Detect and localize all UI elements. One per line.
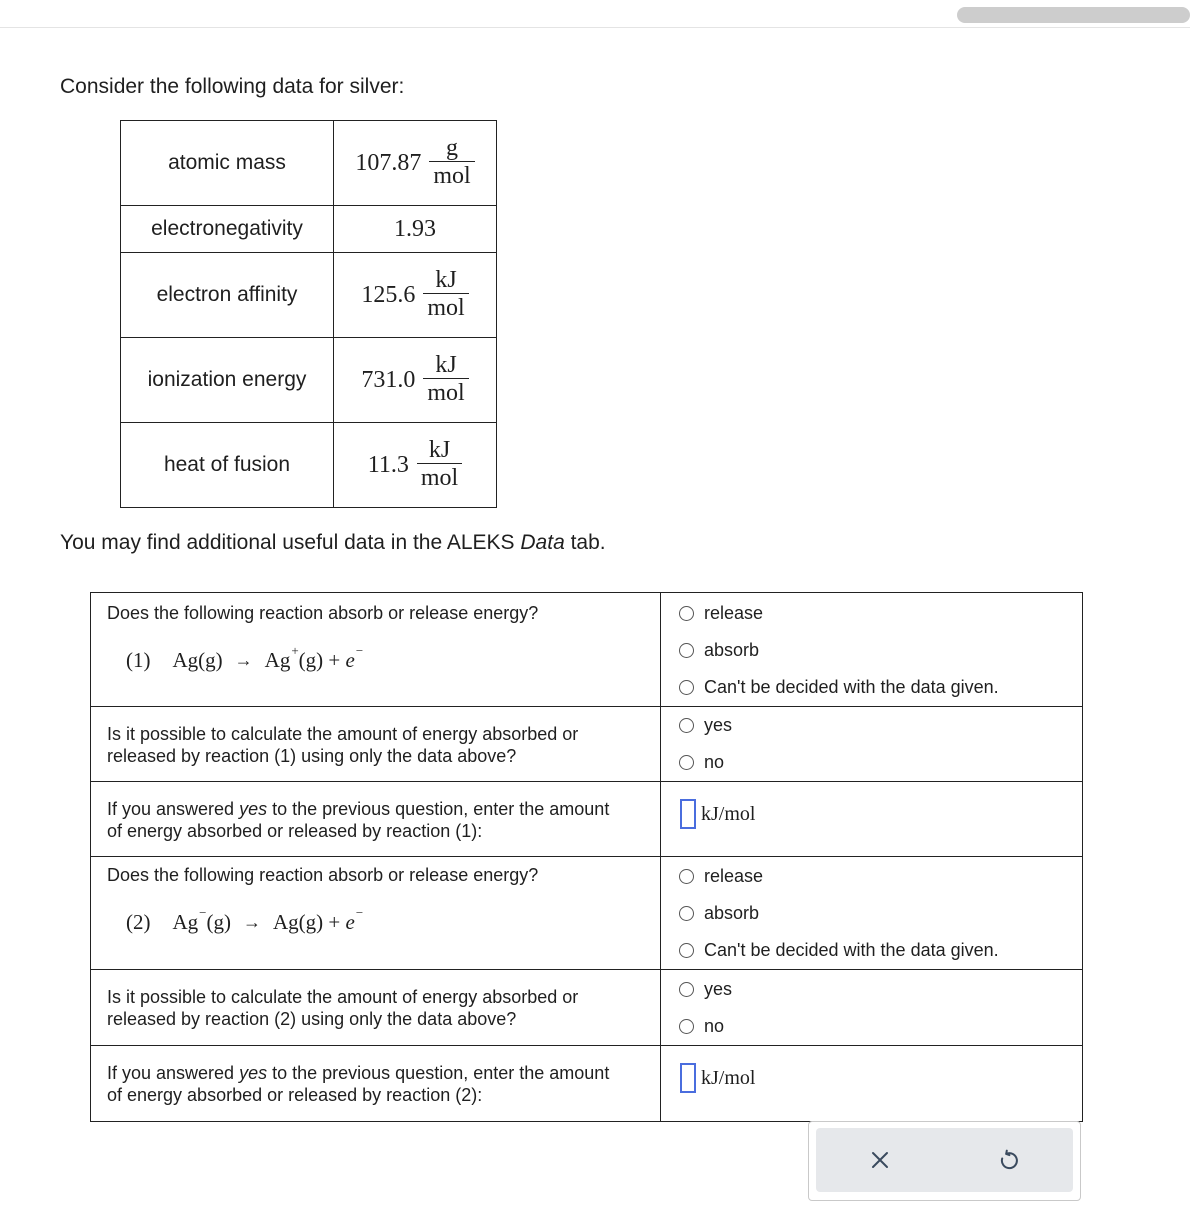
radio-button[interactable]: [679, 680, 694, 695]
data-row-electron-affinity: [121, 253, 497, 338]
radio-button[interactable]: [679, 869, 694, 884]
question-text: Does the following reaction absorb or release energy?: [107, 603, 539, 623]
question-text: Is it possible to calculate the amount of energy absorbed or released by reaction (2) using only the data above?: [107, 987, 579, 1029]
answer-cell: [661, 857, 1083, 970]
answer-cell: [661, 970, 1083, 1046]
clear-button[interactable]: [860, 1142, 900, 1178]
option-absorb[interactable]: absorb: [661, 632, 1082, 669]
data-row-electronegativity: [121, 206, 497, 253]
energy-input-2[interactable]: [680, 1063, 696, 1093]
radio-button[interactable]: [679, 1019, 694, 1034]
data-row-heat-of-fusion: [121, 423, 497, 508]
data-label: electron affinity: [121, 253, 334, 338]
energy-input-1[interactable]: [680, 799, 696, 829]
undo-button[interactable]: [989, 1142, 1029, 1178]
question-text: Is it possible to calculate the amount of energy absorbed or released by reaction (1) using only the data above?: [107, 724, 579, 766]
option-cant-decide[interactable]: Can't be decided with the data given.: [661, 669, 1082, 706]
option-yes[interactable]: yes: [661, 971, 1082, 1008]
question-cell: [91, 707, 661, 782]
energy-input-row-1: kJ/mol: [661, 782, 1082, 829]
unit-fraction: $\frac{kJ}{\text{mol}}$: [417, 438, 462, 493]
questions-table: [90, 592, 1083, 1122]
question-row: [91, 970, 1083, 1046]
question-text: If you answered yes to the previous question, enter the amount of energy absorbed or released by reaction (2):: [107, 1063, 610, 1105]
question-row: [91, 857, 1083, 970]
question-cell: [91, 593, 661, 707]
option-no[interactable]: no: [661, 1008, 1082, 1045]
unit-fraction: $\frac{kJ}{\text{mol}}$: [423, 268, 468, 323]
silver-data-table: [120, 120, 497, 508]
radio-button[interactable]: [679, 718, 694, 733]
data-row-atomic-mass: [121, 121, 497, 206]
option-release[interactable]: release: [661, 858, 1082, 895]
energy-input-row-2: kJ/mol: [661, 1046, 1082, 1093]
intro-text: Consider the following data for silver:: [60, 75, 405, 98]
radio-button[interactable]: [679, 643, 694, 658]
radio-button[interactable]: [679, 943, 694, 958]
data-value: 107.87 $\frac{g}{\text{mol}}$: [334, 121, 497, 206]
question-text: If you answered yes to the previous question, enter the amount of energy absorbed or released by reaction (1):: [107, 799, 610, 841]
option-release[interactable]: release: [661, 595, 1082, 632]
data-value: 11.3 $\frac{kJ}{\text{mol}}$: [334, 423, 497, 508]
question-cell: [91, 1046, 661, 1122]
question-row: [91, 707, 1083, 782]
radio-button[interactable]: [679, 906, 694, 921]
question-cell: [91, 782, 661, 857]
data-value: 731.0 $\frac{kJ}{\text{mol}}$: [334, 338, 497, 423]
question-row: [91, 593, 1083, 707]
data-label: ionization energy: [121, 338, 334, 423]
scrollbar[interactable]: [957, 7, 1190, 23]
data-value: 1.93: [334, 206, 497, 253]
question-row: [91, 782, 1083, 857]
data-label: atomic mass: [121, 121, 334, 206]
answer-cell: [661, 1046, 1083, 1122]
radio-button[interactable]: [679, 606, 694, 621]
question-cell: [91, 857, 661, 970]
question-text: Does the following reaction absorb or release energy?: [107, 865, 539, 885]
radio-button[interactable]: [679, 982, 694, 997]
reaction-1-equation: (1) Ag(g) → Ag+(g) + e−: [126, 643, 364, 672]
data-label: heat of fusion: [121, 423, 334, 508]
answer-cell: [661, 782, 1083, 857]
option-cant-decide[interactable]: Can't be decided with the data given.: [661, 932, 1082, 969]
option-yes[interactable]: yes: [661, 707, 1082, 744]
answer-cell: [661, 593, 1083, 707]
radio-button[interactable]: [679, 755, 694, 770]
question-cell: [91, 970, 661, 1046]
answer-toolbar: [816, 1128, 1073, 1192]
close-icon: [870, 1150, 890, 1170]
data-row-ionization-energy: [121, 338, 497, 423]
reaction-2-equation: (2) Ag−(g) → Ag(g) + e−: [126, 905, 364, 934]
unit-fraction: $\frac{kJ}{\text{mol}}$: [423, 353, 468, 408]
question-row: [91, 1046, 1083, 1122]
data-tab-note: You may find additional useful data in the ALEKS Data tab.: [60, 531, 606, 554]
option-absorb[interactable]: absorb: [661, 895, 1082, 932]
option-no[interactable]: no: [661, 744, 1082, 781]
arrow-icon: →: [234, 650, 253, 670]
data-label: electronegativity: [121, 206, 334, 253]
undo-icon: [998, 1149, 1020, 1171]
arrow-icon: →: [243, 912, 262, 932]
unit-fraction: $\frac{g}{\text{mol}}$: [429, 136, 474, 191]
answer-cell: [661, 707, 1083, 782]
data-value: 125.6 $\frac{kJ}{\text{mol}}$: [334, 253, 497, 338]
